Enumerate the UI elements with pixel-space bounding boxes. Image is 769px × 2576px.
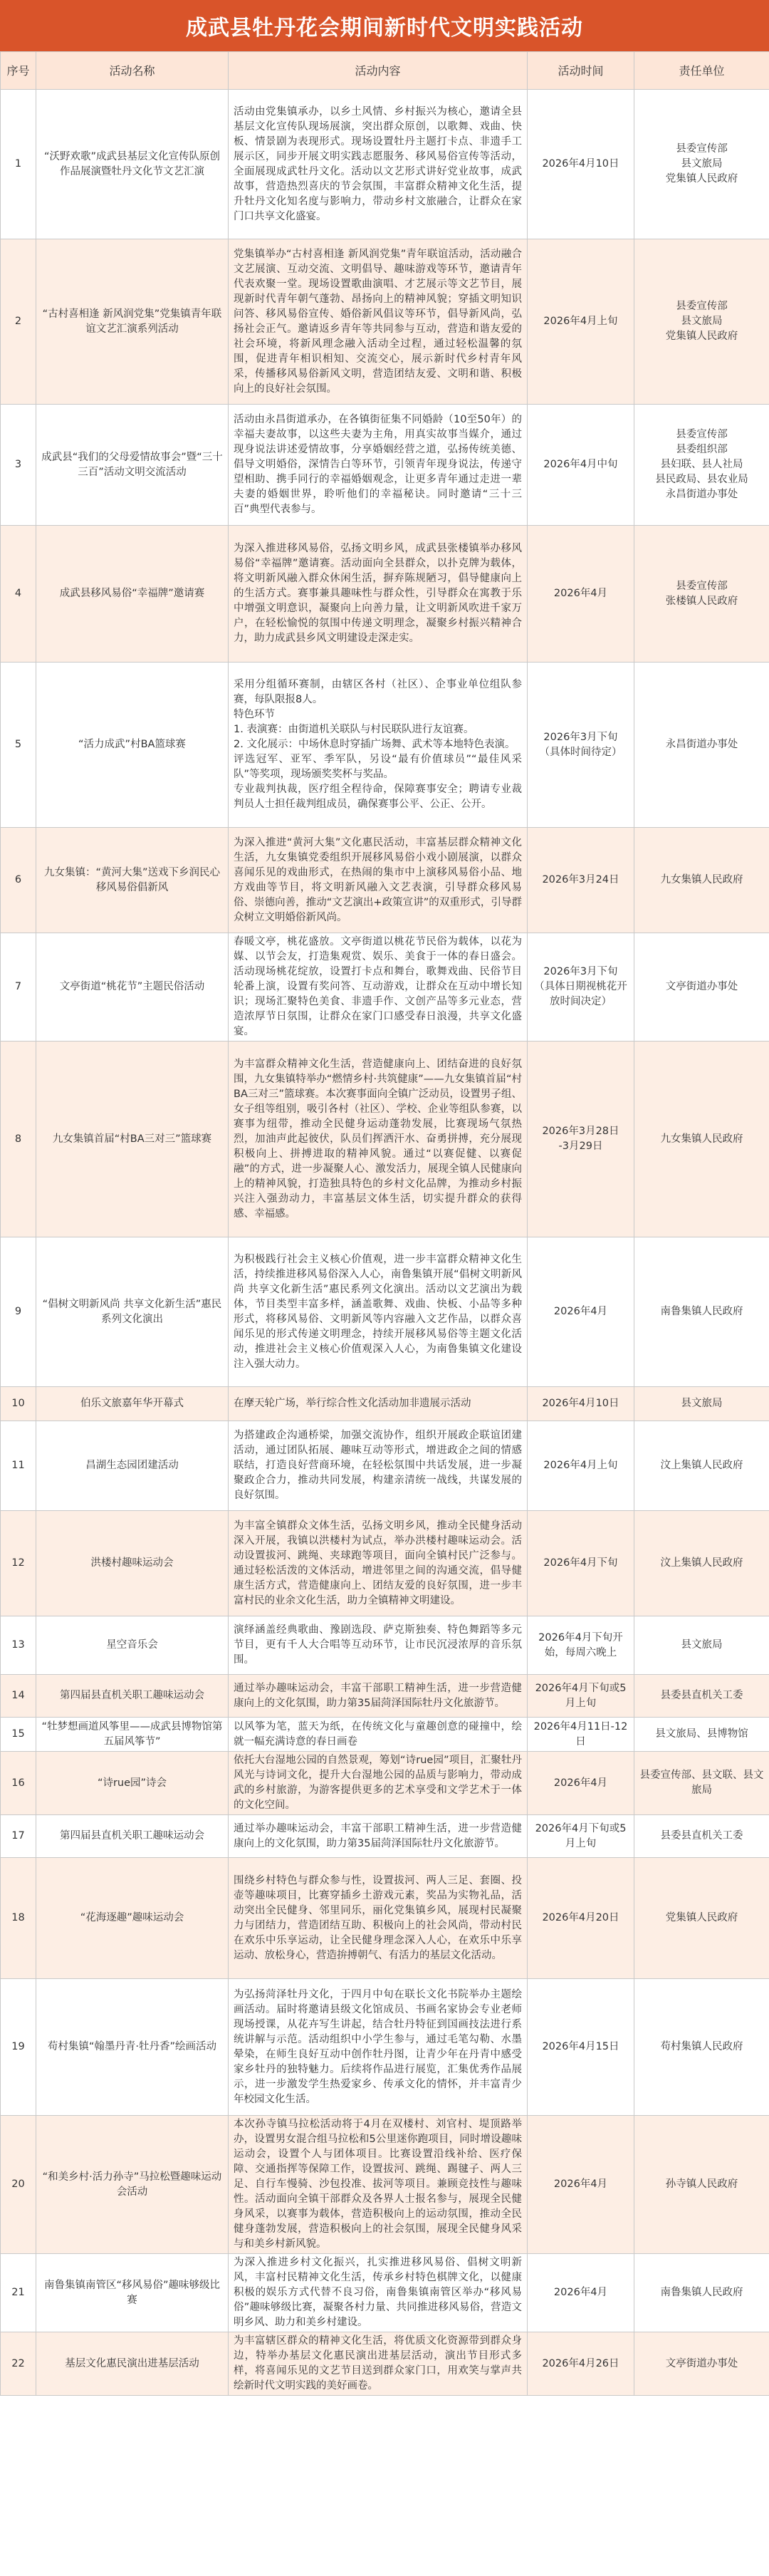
table-row [1,2332,769,2396]
table-row [1,2116,769,2254]
activity-time: 2026年4月 [528,2254,634,2332]
activity-time: 2026年4月 [528,1752,634,1815]
row-number: 21 [1,2254,36,2332]
activity-content: 春暖文亭，桃花盛放。文亭街道以桃花节民俗为载体，以花为媒、以节会友，打造集观赏、娱乐、美食于一体的春日盛会。活动现场桃花绽放，设置打卡点和舞台，歌舞戏曲、民俗节目轮番上演，设置有奖问答、互动游戏，让群众在互动中增长知识；现场汇聚特色美食、非遗手作、文创产品等多元业态，营造浓厚节日氛围，让群众在家门口感受春日浪漫，共享文化盛宴。 [229,933,528,1042]
responsible-unit: 县委宣传部、县文联、县文旅局 [634,1752,769,1815]
responsible-unit: 九女集镇人民政府 [634,1042,769,1237]
activity-content: 依托大台湿地公园的自然景观，筹划“诗rue园”项目，汇聚牡丹风光与诗词文化，提升大台湿地公园的品质与影响力，带动成武的乡村旅游，为游客提供更多的艺术享受和文学艺术于一体的文化空间。 [229,1752,528,1815]
activity-content: 为丰富辖区群众的精神文化生活，将优质文化资源带到群众身边，特举办基层文化惠民演出进基层活动，演出节目形式多样，将喜闻乐见的文艺节目送到群众家门口，用欢笑与掌声共绘新时代文明实践的美好画卷。 [229,2332,528,2396]
activity-name: “诗rue园”诗会 [36,1752,229,1815]
responsible-unit: 县文旅局、县博物馆 [634,1718,769,1752]
responsible-unit: 县文旅局 [634,1616,769,1675]
row-number: 2 [1,239,36,405]
row-number: 3 [1,405,36,526]
activity-name: “和美乡村·活力孙寺”马拉松暨趣味运动会活动 [36,2116,229,2254]
table-row [1,663,769,828]
activity-name: 九女集镇首届“村BA三对三”篮球赛 [36,1042,229,1237]
activity-content: 本次孙寺镇马拉松活动将于4月在双楼村、刘官村、堤顶路举办，设置男女混合组马拉松和5公里迷你跑项目，同时增设趣味运动会，设置个人与团体项目。比赛设置沿线补给、医疗保障、交通指挥等保障工作，设置拔河、跳绳、踢毽子、两人三足、自行车慢骑、沙包投准、拔河等项目。兼顾竞技性与趣味性。活动面向全镇干部群众及各界人士报名参与，展现全民健身风采，以赛事为载体，营造积极向上的运动氛围，推动全民健身蓬勃发展，营造积极向上的社会氛围，展现全民健身风采与和美乡村新风貌。 [229,2116,528,2254]
responsible-unit: 苟村集镇人民政府 [634,1979,769,2116]
row-number: 11 [1,1421,36,1511]
activity-time: 2026年4月中旬 [528,405,634,526]
activity-name: 基层文化惠民演出进基层活动 [36,2332,229,2396]
row-number: 22 [1,2332,36,2396]
row-number: 7 [1,933,36,1042]
activity-time: 2026年3月下旬 （具体日期视桃花开放时间决定） [528,933,634,1042]
activity-name: 第四届县直机关职工趣味运动会 [36,1815,229,1858]
row-number: 12 [1,1511,36,1616]
responsible-unit: 永昌街道办事处 [634,663,769,828]
activity-time: 2026年4月下旬或5月上旬 [528,1815,634,1858]
activity-name: 昌湖生态园团建活动 [36,1421,229,1511]
responsible-unit: 汶上集镇人民政府 [634,1511,769,1616]
activity-name: 洪楼村趣味运动会 [36,1511,229,1616]
table-row [1,405,769,526]
row-number: 15 [1,1718,36,1752]
activity-time: 2026年4月 [528,2116,634,2254]
row-number: 8 [1,1042,36,1237]
activity-time: 2026年4月下旬 [528,1511,634,1616]
activity-content: 为深入推进“黄河大集”文化惠民活动，丰富基层群众精神文化生活，九女集镇党委组织开展移风易俗小戏小剧展演，以群众喜闻乐见的戏曲形式，在热闹的集市中上演移风易俗小品、地方戏曲等节目，将文明新风融入文艺表演，引导群众移风易俗、崇德向善，推动“文艺演出+政策宣讲”的双重形式，引导群众树立文明婚俗新风尚。 [229,828,528,933]
activity-content: 为弘扬菏泽牡丹文化，于四月中旬在联长文化书院举办主题绘画活动。届时将邀请县级文化馆成员、书画名家协会专业老师现场授课，从花卉写生讲起，结合牡丹特征到国画技法进行系统讲解与示范。活动组织中小学生参与，通过毛笔勾勒、水墨晕染，在师生良好互动中创作牡丹图，让青少年在丹青中感受家乡牡丹的独特魅力。后续将作品进行展览，汇集优秀作品展示，进一步激发学生热爱家乡、传承文化的情怀，并丰富青少年校园文化生活。 [229,1979,528,2116]
activity-name: 星空音乐会 [36,1616,229,1675]
table-row [1,1042,769,1237]
activity-content: 通过举办趣味运动会，丰富干部职工精神生活，进一步营造健康向上的文化氛围，助力第35届菏泽国际牡丹文化旅游节。 [229,1675,528,1718]
activity-content: 采用分组循环赛制，由辖区各村（社区）、企事业单位组队参赛，每队限报8人。 特色环节 1. 表演赛：由街道机关联队与村民联队进行友谊赛。 2. 文化展示：中场休息时穿插广场舞、武术等本地特色表演。 评选冠军、亚军、季军队，另设“最有价值球员”“最佳风采队”等奖项，现场颁奖奖杯与奖品。 专业裁判执裁，医疗组全程待命，保障赛事安全；聘请专业裁判员人士担任裁判组成员，确保赛事公平、公正、公开。 [229,663,528,828]
table-row [1,1979,769,2116]
table-row [1,1421,769,1511]
activity-time: 2026年3月28日 -3月29日 [528,1042,634,1237]
row-number: 16 [1,1752,36,1815]
row-number: 14 [1,1675,36,1718]
row-number: 10 [1,1387,36,1421]
row-number: 6 [1,828,36,933]
activity-content: 为丰富全镇群众文体生活，弘扬文明乡风，推动全民健身活动深入开展，我镇以洪楼村为试点，举办洪楼村趣味运动会。活动设置拔河、跳绳、夹球跑等项目，面向全镇村民广泛参与。通过轻松活泼的文体活动，增进邻里之间的沟通交流，倡导健康生活方式，营造健康向上、团结友爱的良好氛围，进一步丰富村民的业余文化生活，助力全镇精神文明建设。 [229,1511,528,1616]
activity-time: 2026年3月下旬 （具体时间待定） [528,663,634,828]
activity-time: 2026年4月上旬 [528,1421,634,1511]
responsible-unit: 文亭街道办事处 [634,2332,769,2396]
activity-name: “古村喜相逢 新风润党集”党集镇青年联谊文艺汇演系列活动 [36,239,229,405]
table-row [1,1511,769,1616]
row-number: 4 [1,526,36,663]
activity-name: 文亭街道“桃花节”主题民俗活动 [36,933,229,1042]
activity-content: 演绎涵盖经典歌曲、豫剧选段、萨克斯独奏、特色舞蹈等多元节目，更有千人大合唱等互动环节，让市民沉浸浓厚的音乐氛围。 [229,1616,528,1675]
activity-content: 以风筝为笔，蓝天为纸，在传统文化与童趣创意的碰撞中，绘就一幅充满诗意的春日画卷 [229,1718,528,1752]
activity-content: 党集镇举办“古村喜相逢 新风润党集”青年联谊活动，活动融合文艺展演、互动交流、文明倡导、趣味游戏等环节，邀请青年代表欢聚一堂。现场设置歌曲演唱、才艺展示等文艺节目，展现新时代青年朝气蓬勃、昂扬向上的精神风貌；穿插文明知识问答、移风易俗宣传、婚俗新风倡议等环节，倡导新风尚，弘扬社会正气。邀请返乡青年等共同参与互动，营造和谐友爱的社会环境，将新风理念融入活动全过程，通过轻松温馨的氛围，促进青年相识相知、交流交心，展示新时代乡村青年风采，传播移风易俗新风文明，营造团结友爱、文明和谐、积极向上的良好社会氛围。 [229,239,528,405]
activity-time: 2026年4月上旬 [528,239,634,405]
row-number: 1 [1,90,36,239]
activity-name: 苟村集镇“翰墨丹青·牡丹香”绘画活动 [36,1979,229,2116]
table-header [1,52,769,90]
activity-time: 2026年4月15日 [528,1979,634,2116]
responsible-unit: 县委县直机关工委 [634,1815,769,1858]
header-unit: 责任单位 [634,52,769,90]
responsible-unit: 县委宣传部 张楼镇人民政府 [634,526,769,663]
responsible-unit: 南鲁集镇人民政府 [634,1237,769,1387]
activity-content: 为深入推进乡村文化振兴，扎实推进移风易俗、倡树文明新风，丰富村民精神文化生活，传承乡村特色棋牌文化，以健康积极的娱乐方式代替不良习俗，南鲁集镇南管区举办“移风易俗”趣味够级比赛，凝聚各村力量、共同推进移风易俗，营造文明乡风、助力和美乡村建设。 [229,2254,528,2332]
activity-time: 2026年4月20日 [528,1858,634,1979]
activity-time: 2026年4月11日-12日 [528,1718,634,1752]
responsible-unit: 孙寺镇人民政府 [634,2116,769,2254]
activity-time: 2026年4月26日 [528,2332,634,2396]
activity-name: “活力成武”村BA篮球赛 [36,663,229,828]
activity-time: 2026年4月 [528,526,634,663]
activity-name: 伯乐文旅嘉年华开幕式 [36,1387,229,1421]
activity-content: 为丰富群众精神文化生活，营造健康向上、团结奋进的良好氛围，九女集镇特举办“燃情乡村·共筑健康”——九女集镇首届“村BA三对三”篮球赛。本次赛事面向全镇广泛动员，设置男子组、女子组等组别，吸引各村（社区）、学校、企业等组队参赛，以赛事为纽带，推动全民健身运动蓬勃发展，比赛现场气氛热烈，加油声此起彼伏，队员们挥洒汗水、奋勇拼搏，充分展现积极向上、拼搏进取的精神风貌。通过“以赛促健、以赛促融”的方式，进一步凝聚人心、激发活力，展现全镇人民健康向上的精神风貌，打造独具特色的乡村文化品牌，为推动乡村振兴注入强劲动力，丰富基层文体生活，切实提升群众的获得感、幸福感。 [229,1042,528,1237]
activity-time: 2026年4月10日 [528,1387,634,1421]
header-no: 序号 [1,52,36,90]
table-row [1,1752,769,1815]
activity-name: “沃野欢歌”成武县基层文化宣传队原创作品展演暨牡丹文化节文艺汇演 [36,90,229,239]
activity-content: 为深入推进移风易俗，弘扬文明乡风，成武县张楼镇举办移风易俗“幸福牌”邀请赛。活动面向全县群众，以扑克牌为载体，将文明新风融入群众休闲生活，摒弃陈规陋习，倡导健康向上的生活方式。赛事兼具趣味性与群众性，引导群众在寓教于乐中增强文明意识，凝聚向上向善力量，让文明新风吹进千家万户，在轻松愉悦的氛围中传递文明理念，凝聚乡村振兴精神合力，助力成武县乡风文明建设走深走实。 [229,526,528,663]
header-name: 活动名称 [36,52,229,90]
activity-name: 第四届县直机关职工趣味运动会 [36,1675,229,1718]
table-body [1,90,769,2396]
activity-name: 成武县移风易俗“幸福牌”邀请赛 [36,526,229,663]
row-number: 9 [1,1237,36,1387]
responsible-unit: 县委宣传部 县委组织部 县妇联、县人社局 县民政局、县农业局 永昌街道办事处 [634,405,769,526]
activity-name: 南鲁集镇南管区“移风易俗”趣味够级比赛 [36,2254,229,2332]
activity-name: “花海逐趣”趣味运动会 [36,1858,229,1979]
activity-name: 九女集镇：“黄河大集”送戏下乡润民心 移风易俗倡新风 [36,828,229,933]
activity-name: 成武县“我们的父母爱情故事会”暨“三十三百”活动文明交流活动 [36,405,229,526]
responsible-unit: 县委县直机关工委 [634,1675,769,1718]
responsible-unit: 九女集镇人民政府 [634,828,769,933]
responsible-unit: 南鲁集镇人民政府 [634,2254,769,2332]
table-row [1,90,769,239]
activity-time: 2026年4月下旬开始，每周六晚上 [528,1616,634,1675]
activity-time: 2026年4月 [528,1237,634,1387]
responsible-unit: 县文旅局 [634,1387,769,1421]
table-row [1,1815,769,1858]
activity-name: “牡梦想画道风筝里——成武县博物馆第五届风筝节” [36,1718,229,1752]
activity-content: 在摩天轮广场，举行综合性文化活动加非遗展示活动 [229,1387,528,1421]
responsible-unit: 党集镇人民政府 [634,1858,769,1979]
responsible-unit: 文亭街道办事处 [634,933,769,1042]
header-time: 活动时间 [528,52,634,90]
responsible-unit: 县委宣传部 县文旅局 党集镇人民政府 [634,90,769,239]
table-row [1,933,769,1042]
row-number: 20 [1,2116,36,2254]
row-number: 17 [1,1815,36,1858]
activity-content: 围绕乡村特色与群众参与性，设置拔河、两人三足、套圈、投壶等趣味项目，比赛穿插乡土游戏元素，奖品为实物礼品，活动突出全民健身、邻里同乐，丽化党集镇乡风，展现村民凝聚力与团结力，营造团结互助、积极向上的社会风尚，带动村民在欢乐中乐享运动，让全民健身理念深入人心，在欢乐中乐享运动、放松身心，营造拚搏朝气、有活力的基层文化活动。 [229,1858,528,1979]
row-number: 5 [1,663,36,828]
table-row [1,526,769,663]
table-row [1,828,769,933]
activity-time: 2026年4月下旬或5月上旬 [528,1675,634,1718]
responsible-unit: 汶上集镇人民政府 [634,1421,769,1511]
table-row [1,1718,769,1752]
activity-content: 活动由永昌街道承办，在各镇街征集不同婚龄（10至50年）的幸福夫妻故事，以这些夫妻为主角，用真实故事当媒介，通过现身说法讲述爱情故事，分享婚姻经营之道，弘扬传统美德、倡导文明婚俗，深情告白等环节，引领青年现身说法，传递守望相助、携手同行的幸福婚姻观念，让更多青年通过走进一辈夫妻的婚姻世界，聆听他们的幸福秘诀。同时邀请“三十三百”典型代表参与。 [229,405,528,526]
table-row [1,1675,769,1718]
table-row [1,239,769,405]
row-number: 19 [1,1979,36,2116]
activity-time: 2026年3月24日 [528,828,634,933]
activity-time: 2026年4月10日 [528,90,634,239]
row-number: 13 [1,1616,36,1675]
activity-table [0,51,769,2396]
table-row [1,1616,769,1675]
responsible-unit: 县委宣传部 县文旅局 党集镇人民政府 [634,239,769,405]
row-number: 18 [1,1858,36,1979]
table-row [1,1858,769,1979]
page-title: 成武县牡丹花会期间新时代文明实践活动 [0,0,769,51]
header-content: 活动内容 [229,52,528,90]
activity-content: 活动由党集镇承办，以乡土风情、乡村振兴为核心，邀请全县基层文化宣传队现场展演，突出群众原创，以歌舞、戏曲、快板、情景剧为表现形式。现场设置牡丹主题打卡点、非遗手工展示区，同步开展文明实践志愿服务、移风易俗宣传等活动，全面展现成武牡丹文化。活动以文艺形式讲好党业故事，成武故事，营造热烈喜庆的节会氛围，丰富群众精神文化生活，提升牡丹文化知名度与影响力，带动乡村文旅融合，让群众在家门口共享文化盛宴。 [229,90,528,239]
activity-content: 为积极践行社会主义核心价值观，进一步丰富群众精神文化生活，持续推进移风易俗深入人心，南鲁集镇开展“倡树文明新风尚 共享文化新生活”惠民系列文化演出。活动以文艺演出为载体，节目类型丰富多样，涵盖歌舞、戏曲、快板、小品等多种形式，将移风易俗、文明新风等内容融入文艺作品，以群众喜闻乐见的形式传递文明理念，持续开展移风易俗等主题文化活动，推进社会主义核心价值观深入人心，为南鲁集镇文化建设注入强大动力。 [229,1237,528,1387]
activity-content: 为搭建政企沟通桥梁，加强交流协作，组织开展政企联谊团建活动，通过团队拓展、趣味互动等形式，增进政企之间的情感联结，打造良好营商环境，在轻松氛围中共话发展，进一步凝聚政企合力，推动共同发展，构建亲清统一战线，共谋发展的良好氛围。 [229,1421,528,1511]
activity-content: 通过举办趣味运动会，丰富干部职工精神生活，进一步营造健康向上的文化氛围，助力第35届菏泽国际牡丹文化旅游节。 [229,1815,528,1858]
table-row [1,1237,769,1387]
table-row [1,1387,769,1421]
activity-name: “倡树文明新风尚 共享文化新生活”惠民系列文化演出 [36,1237,229,1387]
table-row [1,2254,769,2332]
